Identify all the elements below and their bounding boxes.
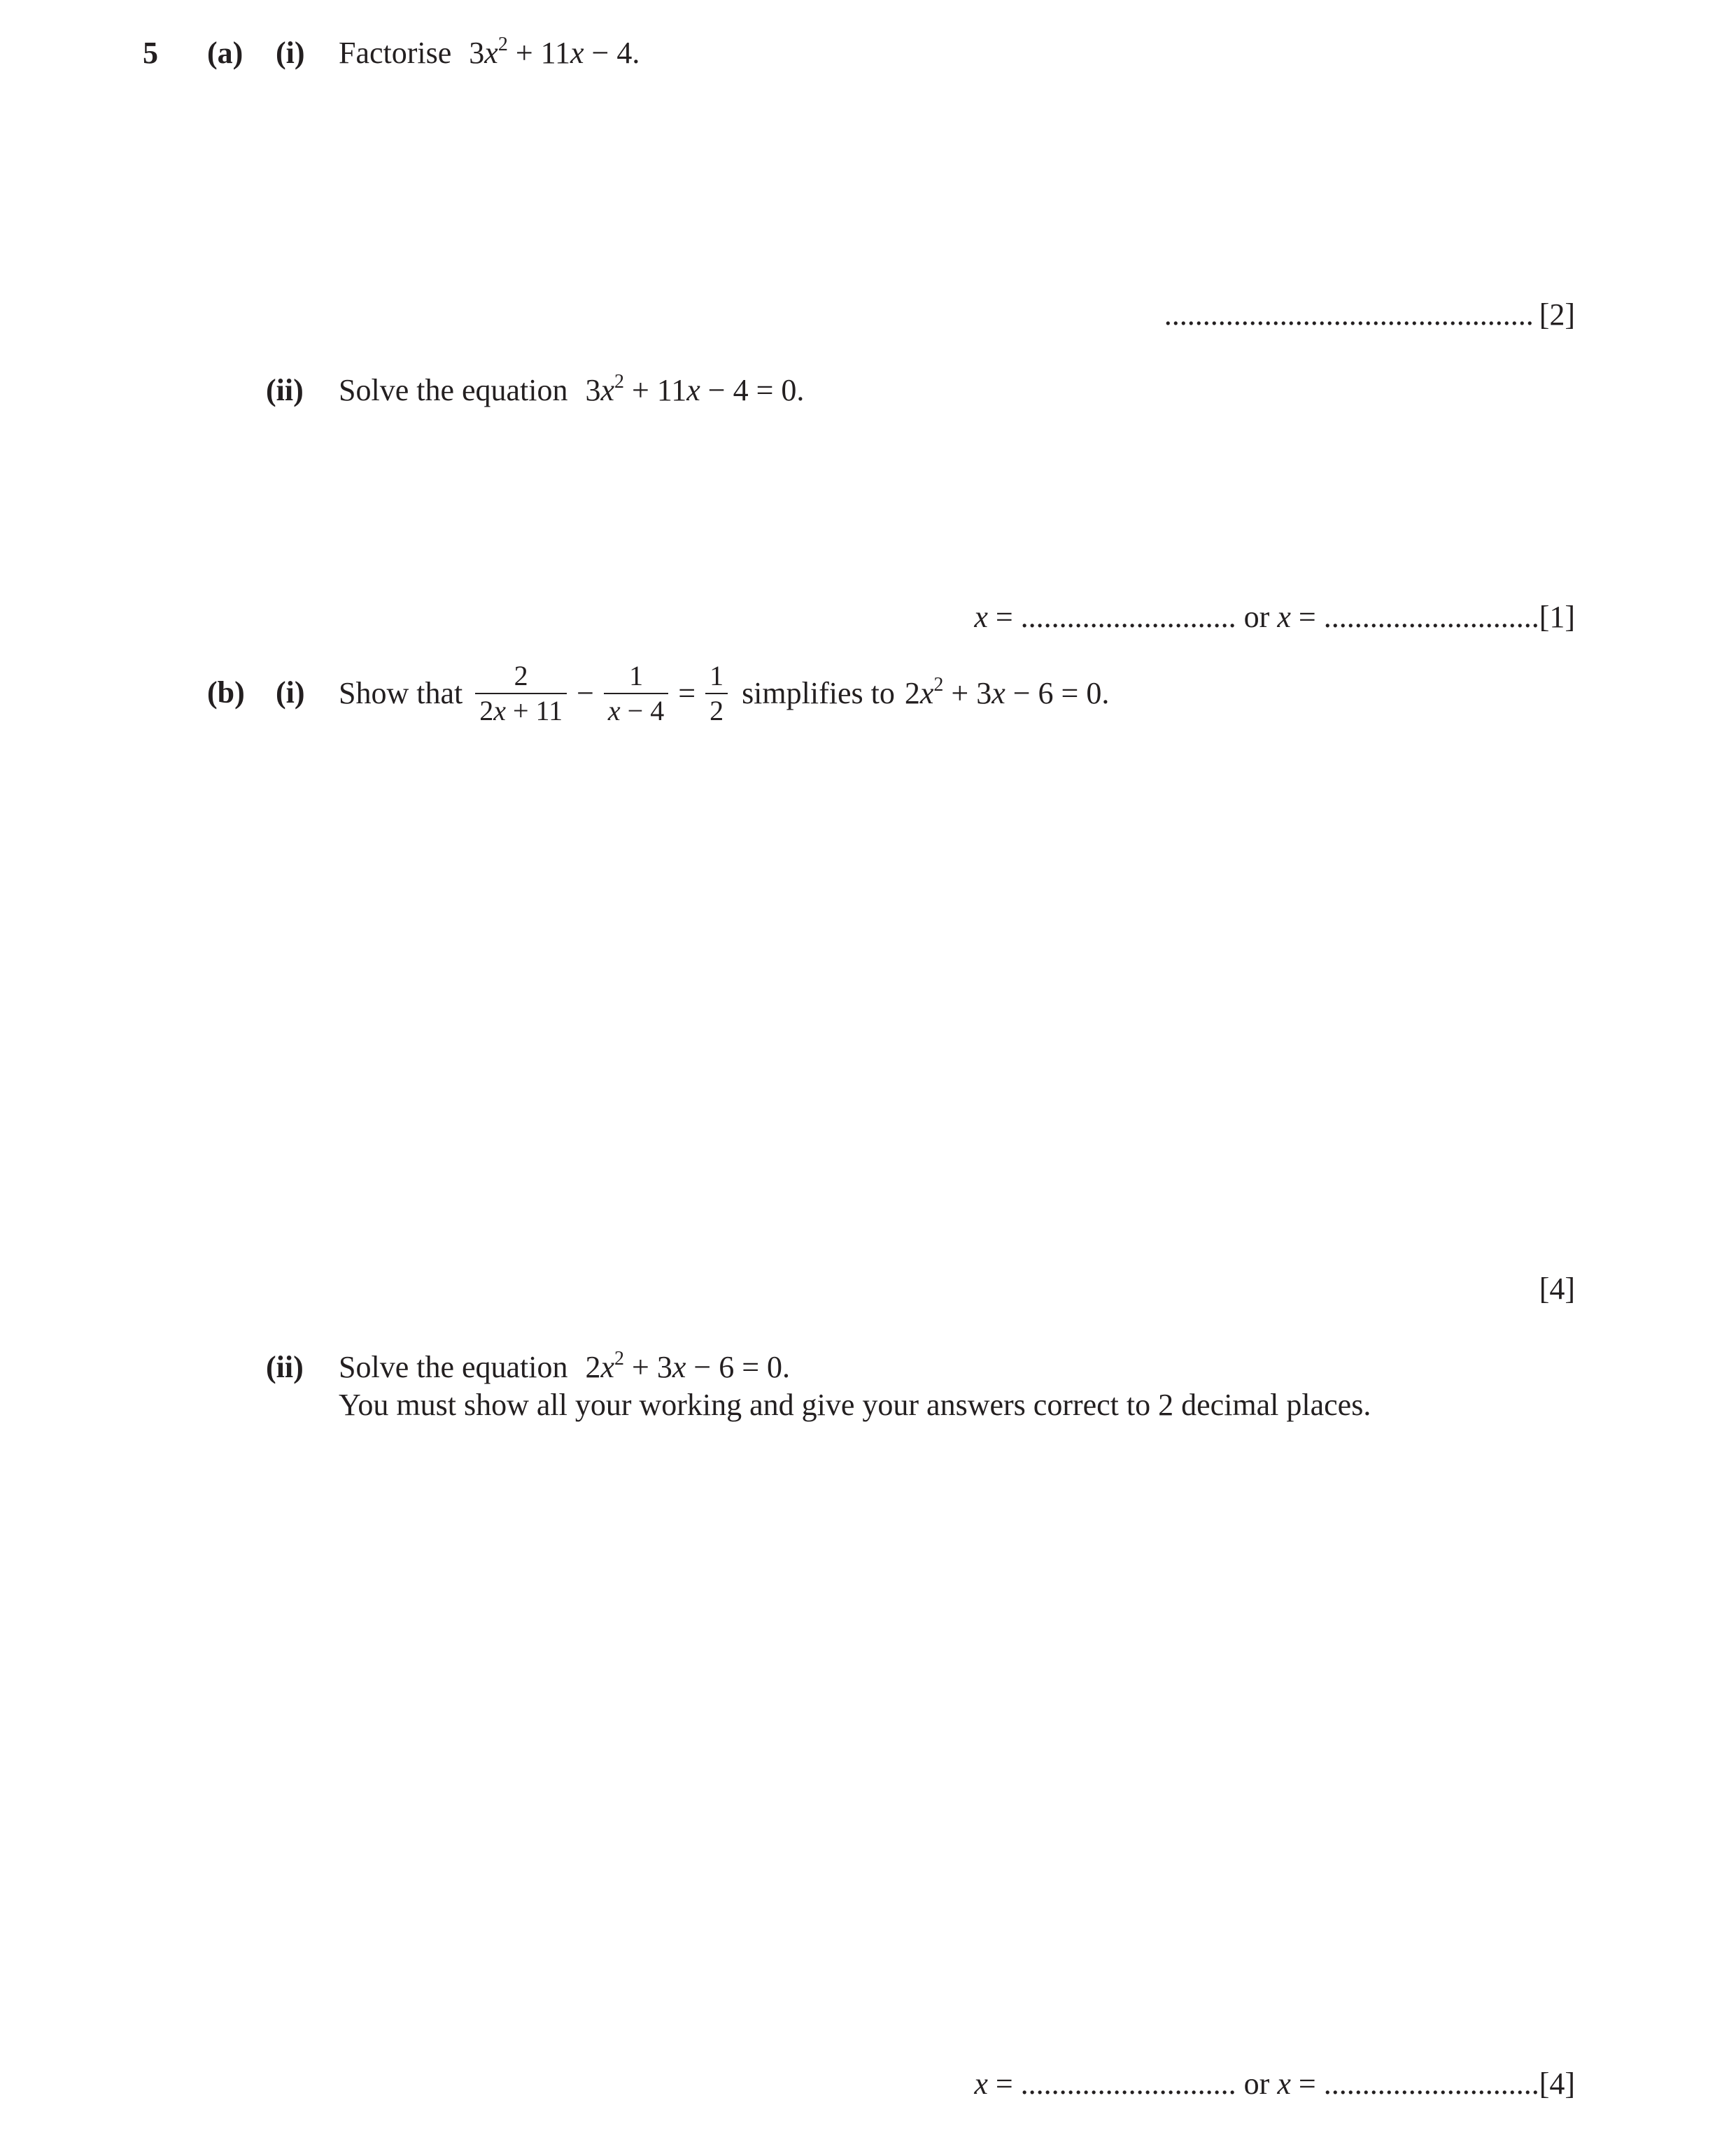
marks: [2]: [1539, 297, 1575, 332]
answer-var: x: [1277, 2067, 1291, 2101]
fraction-1: [475, 659, 567, 728]
part-a-label: (a): [207, 36, 244, 70]
answer-dots-2[interactable]: ............................: [1323, 2067, 1539, 2101]
fraction-3-numerator: 1: [705, 659, 728, 694]
b-i-marks: [4]: [1539, 1272, 1575, 1306]
answer-dots-1[interactable]: ............................: [1020, 2067, 1236, 2101]
coef: 2: [479, 695, 494, 726]
var: x: [493, 695, 506, 726]
answer-dots-2[interactable]: ............................: [1323, 600, 1539, 634]
coef: 2: [585, 1350, 601, 1384]
fraction-1-numerator: 2: [475, 659, 567, 694]
exponent: 2: [497, 34, 508, 55]
coef: 3: [469, 36, 485, 70]
term: − 4 = 0.: [700, 373, 805, 407]
a-i-expression: [469, 36, 640, 70]
fraction-1-denominator: [475, 694, 567, 728]
b-ii-working-instruction: You must show all your working and give your answers correct to 2 decimal places.: [339, 1388, 1371, 1422]
var: x: [686, 373, 700, 407]
var: x: [607, 695, 621, 726]
coef: 3: [585, 373, 601, 407]
term: − 6 = 0.: [686, 1350, 791, 1384]
equals-sign: =: [678, 676, 696, 710]
a-ii-expression: [586, 373, 805, 407]
var: x: [600, 1350, 615, 1384]
term: + 3: [943, 676, 992, 710]
exponent: 2: [614, 1348, 625, 1370]
question-number: 5: [143, 36, 158, 70]
var: x: [600, 373, 615, 407]
b-i-mid-text: simplifies to: [742, 676, 895, 710]
sub-ii-label: (ii): [266, 1350, 304, 1384]
or-text: or: [1236, 600, 1278, 634]
term: + 3: [624, 1350, 672, 1384]
b-ii-expression: [586, 1350, 791, 1384]
term: − 4: [620, 695, 665, 726]
minus-sign: −: [577, 676, 594, 710]
answer-var: x: [1277, 600, 1291, 634]
equals: =: [1290, 600, 1324, 634]
answer-var: x: [974, 600, 988, 634]
a-i-answer-line: [1164, 297, 1575, 332]
var: x: [570, 36, 584, 70]
a-i-instruction: Factorise: [339, 36, 452, 70]
sub-i-label: (i): [276, 36, 305, 70]
a-i-question: [339, 34, 640, 70]
sub-ii-label: (ii): [266, 373, 304, 407]
exponent: 2: [614, 371, 625, 393]
sub-i-label: (i): [276, 675, 305, 710]
term: + 11: [624, 373, 687, 407]
equals: =: [987, 600, 1021, 634]
term: + 11: [506, 695, 563, 726]
var: x: [992, 676, 1005, 710]
var: x: [672, 1350, 686, 1384]
answer-var: x: [974, 2067, 988, 2101]
a-ii-instruction: Solve the equation: [339, 373, 568, 407]
equals: =: [987, 2067, 1021, 2101]
var: x: [484, 36, 498, 70]
term: − 6 = 0.: [1005, 676, 1110, 710]
exponent: 2: [933, 674, 944, 696]
fraction-2-denominator: [604, 694, 668, 728]
b-i-question: [339, 655, 1109, 732]
fraction-2-numerator: 1: [604, 659, 668, 694]
marks: [1]: [1539, 600, 1575, 634]
b-i-expression: [904, 674, 1110, 710]
equals: =: [1290, 2067, 1324, 2101]
b-i-instruction: Show that: [339, 676, 463, 710]
a-ii-answer-line: [974, 602, 1575, 633]
part-b-label: (b): [207, 675, 245, 710]
or-text: or: [1236, 2067, 1278, 2101]
fraction-2: [604, 659, 668, 728]
answer-dots-1[interactable]: ............................: [1020, 600, 1236, 634]
answer-dots[interactable]: ................................................: [1164, 297, 1534, 332]
term: − 4.: [584, 36, 640, 70]
fraction-3-denominator: 2: [710, 695, 724, 726]
marks: [4]: [1539, 2067, 1575, 2101]
b-ii-instruction: Solve the equation: [339, 1350, 568, 1384]
b-ii-question: [339, 1348, 791, 1384]
fraction-3: [705, 659, 728, 728]
var: x: [919, 676, 934, 710]
term: + 11: [507, 36, 571, 70]
a-ii-question: [339, 371, 805, 407]
b-ii-answer-line: [974, 2069, 1575, 2099]
coef: 2: [904, 676, 920, 710]
